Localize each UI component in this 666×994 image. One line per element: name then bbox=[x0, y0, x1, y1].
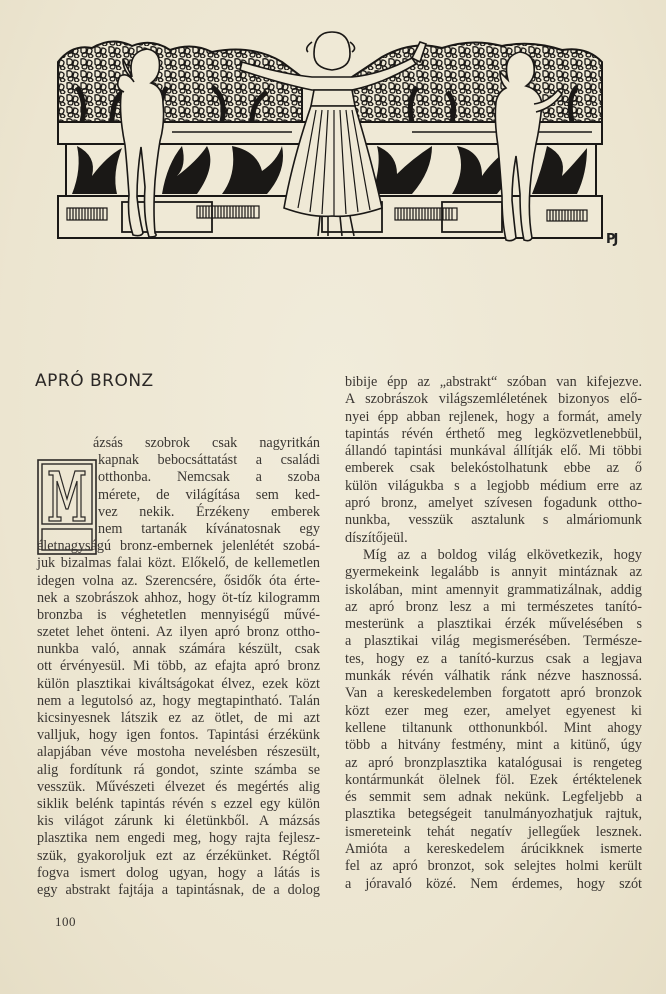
text-line: több a hitvány festmény, mint a kitünő, úgy bbox=[345, 737, 642, 754]
text-line: szetet lehet önteni. Az ilyen apró bronz ottho- bbox=[37, 624, 320, 641]
text-line: az apró bronz lesz a mi természetes tanító- bbox=[345, 598, 642, 615]
text-line: külön világukba s a legjobb médium erre az bbox=[345, 477, 642, 494]
text-line: plasztika nem engedi meg, hogy rajta fejlesz- bbox=[37, 830, 320, 847]
text-line: nem a legutolsó az, hogy megtapintható. Talán bbox=[37, 692, 320, 709]
text-line: alig fordítunk rá gondot, szinte számba se bbox=[37, 761, 320, 778]
text-line: Míg az a boldog világ elkövetkezik, hogy bbox=[363, 546, 642, 563]
text-line: vesszük. Művészeti élvezet és megértés alig bbox=[37, 778, 320, 795]
hedge-foliage bbox=[352, 42, 602, 122]
text-line: kis világot zárunk ki életünkből. A mázsás bbox=[37, 813, 320, 830]
text-line: Van a kereskedelemben forgatott apró bronzok bbox=[345, 685, 642, 702]
text-line: nek a szobrászok ahhoz, hogy öt-tíz kilogramm bbox=[37, 589, 320, 606]
text-line: mérete, de világítása sem ked- bbox=[98, 486, 320, 503]
text-line: kellene tiltanunk otthonunkból. Mint ahogy bbox=[345, 719, 642, 736]
text-line: gyermekeink legalább is annyit mintáznak az bbox=[345, 564, 642, 581]
text-line: bronzba is véghetetlen mennyiségű művé- bbox=[37, 606, 320, 623]
page-number: 100 bbox=[55, 914, 76, 929]
left-column bbox=[37, 435, 320, 899]
text-line: idegen volna az. Szerencsére, ősidők óta érte- bbox=[37, 572, 320, 589]
text-line: apró bronz, amelyet szívesen fogadunk ottho- bbox=[345, 495, 642, 512]
text-line: otthonba. Nemcsak a szoba bbox=[98, 469, 320, 486]
text-line: fel az apró bronzot, sok selejtes holmi került bbox=[345, 858, 642, 875]
text-line: nunkba, vesszük asztalunk s almáriomunk bbox=[345, 512, 642, 529]
text-line: nyei épp abban rejlenek, hogy a formát, amely bbox=[345, 408, 642, 425]
text-line: iskolában, mint amennyit grammatizálnak, addig bbox=[345, 581, 642, 598]
text-line: nunkba való, annak számára készült, csak bbox=[37, 641, 320, 658]
text-line: és semmit sem adnak nekünk. Legfeljebb a bbox=[345, 789, 642, 806]
text-line: tes, hogy ez a tanító-kurzus csak a legjava bbox=[345, 650, 642, 667]
hedge-foliage bbox=[58, 41, 302, 122]
article-title: APRÓ BRONZ bbox=[35, 371, 154, 391]
text-line: vez nekik. Érzékeny emberek bbox=[98, 503, 320, 520]
artist-monogram: PJ bbox=[606, 232, 617, 247]
text-line: kapnak bebocsáttatást a családi bbox=[98, 452, 320, 469]
text-line: kicsinyesnek látszik ez az ötlet, de mi azt bbox=[37, 710, 320, 726]
text-line: alapjában véve mostoha nevelésben részesült, bbox=[37, 744, 320, 761]
text-line: plasztika betegségeit tanulmányozhatjuk rajtuk, bbox=[345, 806, 642, 823]
text-line: díszítőjeül. bbox=[345, 529, 408, 546]
text-line: ismereteink tehát negatív jellegűek lesznek. bbox=[345, 823, 642, 840]
text-line: a jóravaló közé. Nem érdemes, hogy szót bbox=[345, 875, 642, 892]
text-line: juk bizalmas falai közt. Előkelő, de kellemetlen bbox=[37, 555, 320, 572]
garden-scene-drawing bbox=[52, 22, 612, 262]
text-line: egy abstrakt fajtája a tapintásnak, de a dolog bbox=[37, 881, 320, 898]
text-line: kontármunkát ölelnek föl. Ezek értéktelenek bbox=[345, 771, 642, 788]
text-line: az apró bronzplasztika katalógusai is rengeteg bbox=[345, 754, 642, 771]
text-line: szük, gyakoroljuk ezt az érzékünket. Régtől bbox=[37, 847, 320, 864]
text-line: ázsás szobrok csak nagyritkán bbox=[93, 435, 320, 451]
text-line: emberek csak belekóstolhatunk ebbe az ő bbox=[345, 460, 642, 477]
text-line: A szobrászok világszemléletének bizonyos elő- bbox=[345, 391, 642, 408]
header-illustration bbox=[52, 22, 612, 262]
text-line: külön plasztikai kiváltságokat élvez, ezek közt bbox=[37, 675, 320, 692]
text-line: mesterünk a plasztikai érzék művelésében s bbox=[345, 616, 642, 633]
text-line: életnagyságú bronz-embernek jelenlétét szobá- bbox=[37, 538, 320, 555]
text-line: nem tartanák kívánatosnak egy bbox=[98, 520, 320, 537]
text-line: ott érvényesül. Mi több, az efajta apró bronz bbox=[37, 658, 320, 675]
text-line: fogva ismert dolog ugyan, hogy a látás is bbox=[37, 864, 320, 881]
right-column bbox=[345, 374, 642, 893]
text-line: tapintás révén érthető meg legközvetlenebbül, bbox=[345, 425, 642, 442]
text-line: a plasztikai világ megismerésében. Természe- bbox=[345, 633, 642, 650]
text-line: Amióta a kereskedelem árúcikknek ismerte bbox=[345, 841, 642, 858]
text-line: állandó tapintási munkával állítják elő. Mi többi bbox=[345, 443, 642, 460]
text-line: közt ezer meg ezer, amelyet egyenest ki bbox=[345, 702, 642, 719]
text-line: munkák révén válhatik ránk nézve hasznossá. bbox=[345, 668, 642, 685]
text-line: bibije épp az „abstrakt“ szóban van kifejezve. bbox=[345, 374, 642, 390]
text-line: siklik belénk tapintás révén s ezzel egy külön bbox=[37, 795, 320, 812]
text-line: valljuk, hogy igen fontos. Tapintási érzékünk bbox=[37, 727, 320, 744]
